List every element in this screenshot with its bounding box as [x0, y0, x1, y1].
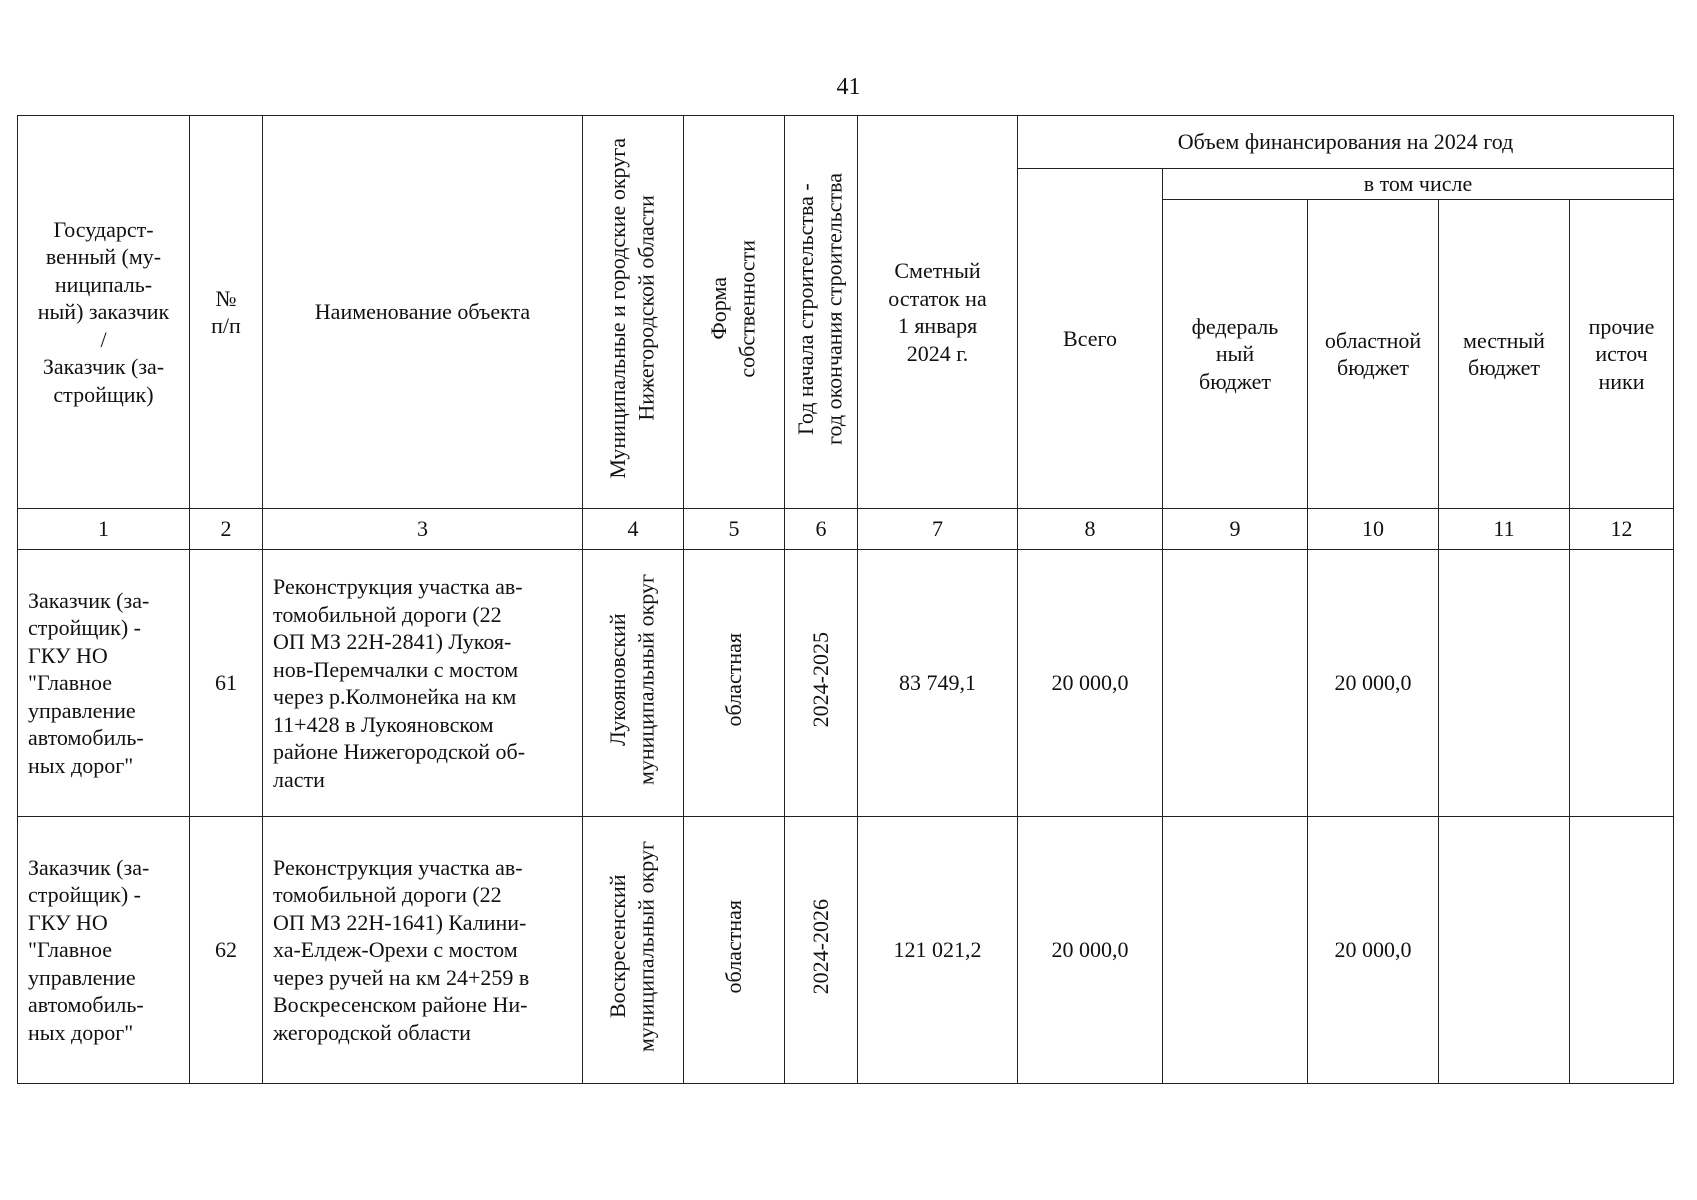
column-number: 12	[1570, 509, 1674, 550]
header-districts: Муниципальные и городские округа Нижегородской области	[583, 116, 684, 509]
cell-number: 61	[190, 550, 263, 817]
column-number: 1	[18, 509, 190, 550]
header-years: Год начала строительства - год окончания строительства	[785, 116, 858, 509]
cell-years: 2024-2026	[785, 817, 858, 1084]
header-funding-group: Объем финансирования на 2024 год	[1018, 116, 1674, 169]
column-number: 2	[190, 509, 263, 550]
header-regional: областной бюджет	[1308, 200, 1439, 509]
header-customer: Государст- венный (му- ниципаль- ный) заказчик / Заказчик (за- стройщик)	[18, 116, 190, 509]
page-number: 41	[836, 74, 861, 100]
column-number: 11	[1439, 509, 1570, 550]
cell-object-name: Реконструкция участка ав- томобильной дороги (22 ОП МЗ 22Н-2841) Лукоя- нов-Перемчалки с мостом через р.Колмонейка на км 11+428 в Лукояновском районе Нижегородской об- ласти	[263, 550, 583, 817]
header-object-name: Наименование объекта	[263, 116, 583, 509]
table-row	[18, 550, 1674, 817]
cell-other	[1570, 817, 1674, 1084]
header-federal: федераль ный бюджет	[1163, 200, 1308, 509]
cell-ownership: областная	[684, 817, 785, 1084]
cell-federal	[1163, 550, 1308, 817]
cell-number: 62	[190, 817, 263, 1084]
header-estimate: Сметный остаток на 1 января 2024 г.	[858, 116, 1018, 509]
table-row	[18, 817, 1674, 1084]
column-number: 3	[263, 509, 583, 550]
column-number: 6	[785, 509, 858, 550]
cell-estimate: 83 749,1	[858, 550, 1018, 817]
funding-table	[17, 115, 1674, 1084]
cell-total: 20 000,0	[1018, 550, 1163, 817]
header-ownership: Форма собственности	[684, 116, 785, 509]
column-numbers-row	[18, 509, 1674, 550]
cell-local	[1439, 817, 1570, 1084]
cell-estimate: 121 021,2	[858, 817, 1018, 1084]
cell-federal	[1163, 817, 1308, 1084]
cell-total: 20 000,0	[1018, 817, 1163, 1084]
cell-object-name: Реконструкция участка ав- томобильной дороги (22 ОП МЗ 22Н-1641) Калини- ха-Елдеж-Орехи с мостом через ручей на км 24+259 в Воскресенском районе Ни- жегородской области	[263, 817, 583, 1084]
header-number: № п/п	[190, 116, 263, 509]
cell-ownership: областная	[684, 550, 785, 817]
column-number: 10	[1308, 509, 1439, 550]
cell-district: Воскресенский муниципальный округ	[583, 817, 684, 1084]
column-number: 5	[684, 509, 785, 550]
cell-local	[1439, 550, 1570, 817]
column-number: 8	[1018, 509, 1163, 550]
header-other: прочие источ ники	[1570, 200, 1674, 509]
cell-regional: 20 000,0	[1308, 817, 1439, 1084]
cell-district: Лукояновский муниципальный округ	[583, 550, 684, 817]
cell-customer: Заказчик (за- стройщик) - ГКУ НО "Главное управление автомобиль- ных дорог"	[18, 817, 190, 1084]
column-number: 4	[583, 509, 684, 550]
column-number: 9	[1163, 509, 1308, 550]
header-local: местный бюджет	[1439, 200, 1570, 509]
cell-customer: Заказчик (за- стройщик) - ГКУ НО "Главное управление автомобиль- ных дорог"	[18, 550, 190, 817]
cell-regional: 20 000,0	[1308, 550, 1439, 817]
cell-years: 2024-2025	[785, 550, 858, 817]
cell-other	[1570, 550, 1674, 817]
header-total: Всего	[1018, 169, 1163, 509]
column-number: 7	[858, 509, 1018, 550]
header-including: в том числе	[1163, 169, 1674, 200]
